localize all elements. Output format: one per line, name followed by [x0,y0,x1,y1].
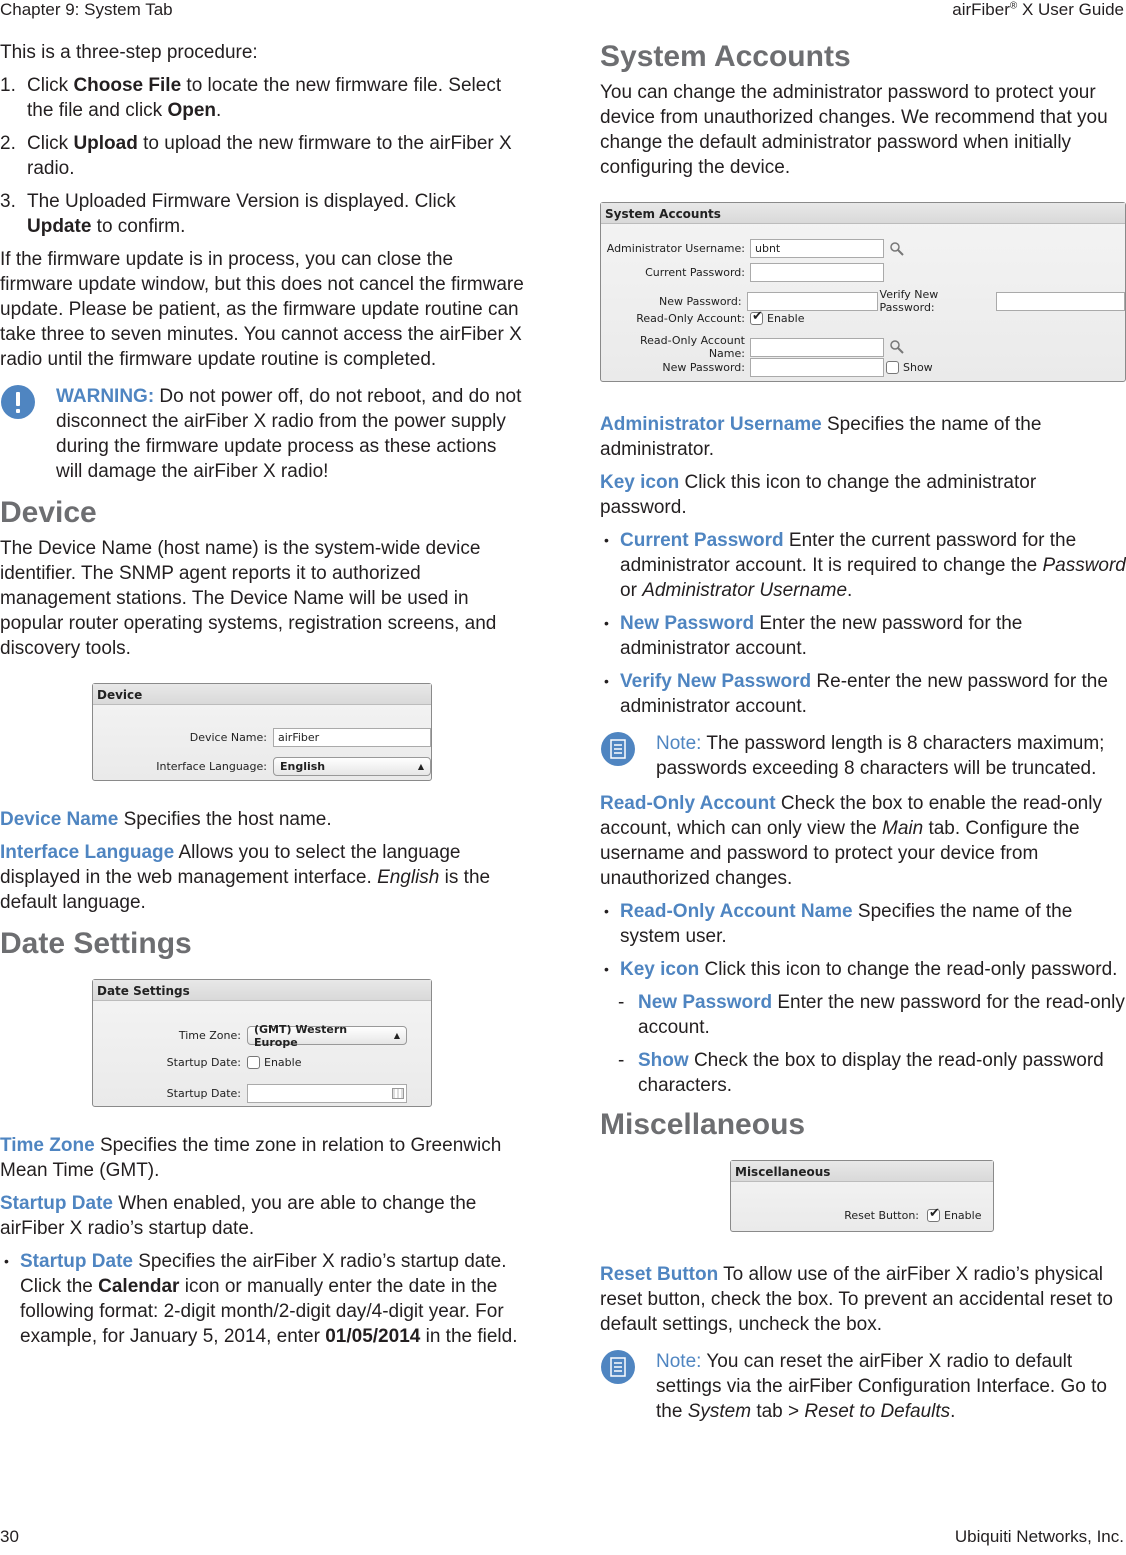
new-password-bullet: • New Password Enter the new password for the administrator account. [604,613,1023,659]
bullet-icon: • [604,532,609,548]
new-password-label: New Password: [659,294,742,308]
time-zone-select[interactable]: (GMT) Western Europe ▲ [247,1026,407,1045]
warning-text: Do not power off, do not reboot, and do not disconnect the airFiber X radio from the power supply during the firmware update process as these actions will damage the airFiber X radio! [56,386,522,482]
system-accounts-description: You can change the administrator password to protect your device from unauthorized changes. We recommend that you change the default administrator password when initially configuring the device. [600,82,1108,178]
system-accounts-heading: System Accounts [600,40,851,73]
warning-icon [0,384,56,484]
select-arrows-icon: ▲ [417,762,424,771]
admin-username-entry: Administrator Username Specifies the name of the administrator. [600,414,1042,460]
page-number: 30 [0,1527,19,1546]
current-password-input[interactable] [750,263,884,282]
miscellaneous-heading: Miscellaneous [600,1108,806,1141]
system-accounts-screenshot [600,202,1126,382]
admin-username-label: Administrator Username: [606,242,745,255]
startup-date-field-label: Startup Date: [166,1087,241,1100]
current-password-bullet: • Current Password Enter the current password for the administrator account. It is required to change the Password or Administrator Username. [604,530,1126,601]
verify-password-input[interactable] [996,292,1125,311]
reset-button-label: Reset Button: [844,1209,919,1222]
read-only-enable-checkbox[interactable] [750,312,763,325]
step-1: 1. Click Choose File to locate the new firmware file. Select the file and click Open. [0,75,502,121]
firmware-progress-text: If the firmware update is in process, you can close the firmware update window, but this does not cancel the firmware update. Please be patient, as the firmware update routine can take three to seven minutes. You cannot access the airFiber X radio until the firmware update routine is completed. [0,249,524,370]
note-callout-password [600,731,1126,781]
startup-enable-label: Enable [264,1056,302,1069]
device-panel-title: Device [93,684,431,705]
running-header-chapter: Chapter 9: System Tab [0,0,173,19]
interface-language-label: Interface Language: [156,760,267,773]
right-column [600,38,1126,1434]
bullet-icon: • [604,961,609,977]
read-only-enable-label: Enable [767,312,805,325]
date-panel-title: Date Settings [93,980,431,1001]
bullet-icon: • [604,673,609,689]
step-2: 2. Click Upload to upload the new firmware to the airFiber X radio. [0,133,512,179]
startup-date-entry: Startup Date When enabled, you are able to change the airFiber X radio’s startup date. [0,1193,477,1239]
key-icon[interactable] [890,340,904,354]
bullet-icon: • [604,615,609,631]
read-only-name-label: Read-Only Account Name: [639,334,745,360]
current-password-label: Current Password: [645,266,745,279]
note-title: Note: [656,733,702,754]
note-callout-reset: Note: You can reset the airFiber X radio to default settings via the airFiber Configuration Interface. Go to the System tab > Reset to Defaults. [600,1349,1126,1424]
read-only-name-bullet: • Read-Only Account Name Specifies the name of the system user. [604,901,1073,947]
verify-password-label: Verify New Password: [879,288,939,314]
startup-date-label: Startup Date: [166,1056,241,1069]
miscellaneous-screenshot [730,1160,994,1232]
registered-mark: ® [1009,0,1018,12]
read-only-password-label: New Password: [662,361,745,374]
brand-name: airFiber [952,0,1010,19]
reset-button-checkbox[interactable] [927,1209,940,1222]
step-3: 3. The Uploaded Firmware Version is displayed. Click Update to confirm. [0,191,456,237]
show-item: - Show Check the box to display the read-only password characters. [618,1050,1104,1096]
note-icon [600,731,656,781]
accounts-panel-title: System Accounts [601,203,1125,224]
footer-company: Ubiquiti Networks, Inc. [954,1527,1124,1546]
time-zone-entry: Time Zone Specifies the time zone in relation to Greenwich Mean Time (GMT). [0,1135,502,1181]
time-zone-label: Time Zone: [178,1029,241,1042]
show-password-checkbox[interactable] [886,361,899,374]
reset-enable-label: Enable [944,1209,982,1222]
device-screenshot [92,683,432,781]
bullet-icon: • [604,903,609,919]
read-only-name-input[interactable] [750,338,884,357]
read-only-account-label: Read-Only Account: [636,312,745,325]
warning-callout [0,384,524,484]
key-icon-bullet: • Key icon Click this icon to change the read-only password. [604,959,1118,980]
read-only-new-password-item: - New Password Enter the new password for the read-only account. [618,992,1125,1038]
admin-username-input[interactable]: ubnt [750,239,884,258]
device-name-input[interactable]: airFiber [273,728,431,747]
note-icon [600,1349,656,1424]
guide-title: X User Guide [1017,0,1124,19]
verify-password-bullet: • Verify New Password Re-enter the new password for the administrator account. [604,671,1108,717]
calendar-icon[interactable] [392,1088,404,1099]
device-heading: Device [0,496,97,529]
key-icon-entry: Key icon Click this icon to change the administrator password. [600,472,1037,518]
interface-language-entry: Interface Language Allows you to select the language displayed in the web management interface. English is the default language. [0,842,491,913]
startup-date-bullet: • Startup Date Specifies the airFiber X radio’s startup date. Click the Calendar icon or manually enter the date in the following format: 2-digit month/2-digit day/4-digit year. For example, for January 5, 2014, enter 01/05/2014 in the field. [4,1251,518,1347]
note-text: The password length is 8 characters maximum; passwords exceeding 8 characters will be truncated. [656,733,1105,779]
show-password-label: Show [903,361,933,374]
read-only-account-entry: Read-Only Account Check the box to enable the read-only account, which can only view the Main tab. Configure the username and password to protect your device from unauthorized changes. [600,793,1102,889]
misc-panel-title: Miscellaneous [731,1161,993,1182]
startup-date-input[interactable] [247,1084,407,1103]
intro-text: This is a three-step procedure: [0,42,258,63]
select-arrows-icon: ▲ [393,1031,400,1040]
bullet-icon: • [4,1253,9,1269]
device-name-label: Device Name: [189,731,267,744]
warning-title: WARNING: [56,386,155,407]
running-header-guide [952,0,1124,20]
date-settings-heading: Date Settings [0,927,192,960]
date-settings-screenshot [92,979,432,1107]
note-title: Note: [656,1351,702,1372]
key-icon[interactable] [890,242,904,256]
device-name-entry: Device Name Specifies the host name. [0,809,332,830]
left-column [0,40,524,1357]
interface-language-select[interactable]: English ▲ [273,757,431,776]
reset-button-entry: Reset Button To allow use of the airFiber X radio’s physical reset button, check the box. To prevent an accidental reset to default settings, uncheck the box. [600,1264,1113,1335]
new-password-input[interactable] [747,292,878,311]
read-only-password-input[interactable] [750,358,884,377]
startup-date-checkbox[interactable] [247,1056,260,1069]
device-description: The Device Name (host name) is the system-wide device identifier. The SNMP agent reports it to authorized management stations. The Device Name will be used in popular router operating systems, registration screens, and discovery tools. [0,538,497,659]
